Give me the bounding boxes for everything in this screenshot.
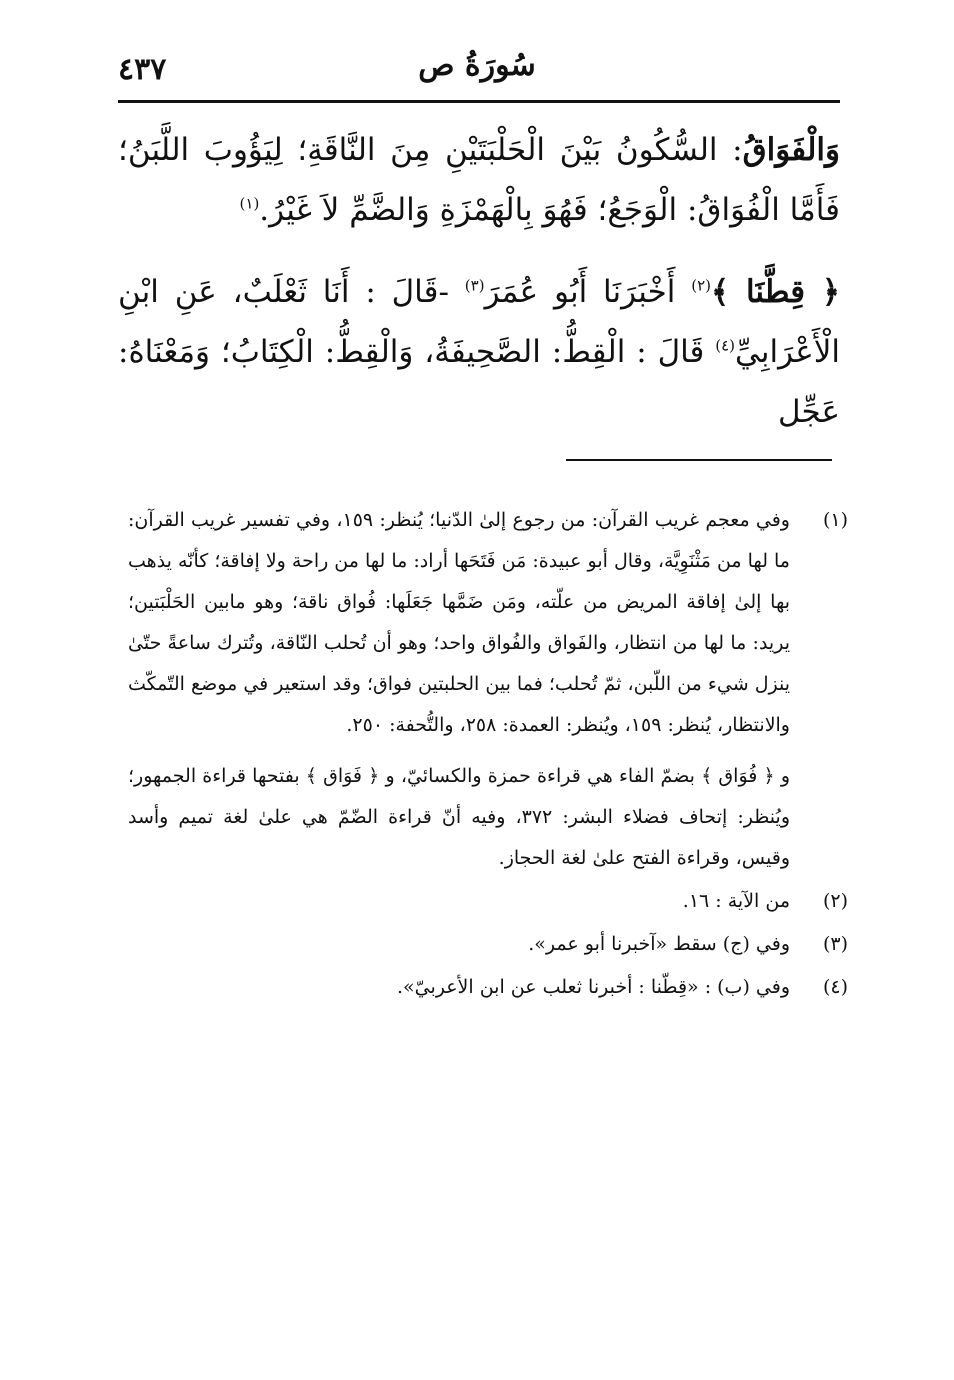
header-rule <box>118 100 840 103</box>
main-paragraph-1 <box>118 120 840 240</box>
footnote-ref-2: (٢) <box>691 276 712 295</box>
main-text <box>118 120 840 464</box>
footnote-paragraph: من الآية : ١٦. <box>682 890 790 912</box>
footnote-separator <box>566 459 832 461</box>
footnote-paragraph: وفي (ب) : «قِطّنا : أخبرنا ثعلب عن ابن الأعربيّ». <box>396 976 790 998</box>
footnote-body <box>128 924 790 965</box>
footnote-2 <box>128 881 848 922</box>
footnote-paragraph: وفي معجم غريب القرآن: من رجوع إلىٰ الدّنيا؛ يُنظر: ١٥٩، وفي تفسير غريب القرآن: ما لها من مَثْنَوِيَّة، وقال أبو عبيدة: مَن فَتَحَها أراد: ما لها من راحة ولا إفاقة؛ كأنّه يذهب بها إلىٰ إفاقة المريض من علّته، ومَن ضَمَّها جَعَلَها: فُواق ناقة؛ وهو مابين الحَلْبَتين؛ يريد: ما لها من انتظار، والفَواق والفُواق واحد؛ وهو أن تُحلب النّاقة، وتُترك ساعةً حتّىٰ ينزل شيء من اللّبن، ثمّ تُحلب؛ فما بين الحلبتين فواق؛ وقد استعير في موضع التّمكّث والانتظار، يُنظر: ١٥٩، ويُنظر: العمدة: ٢٥٨، والتُّحفة: ٢٥٠. <box>128 509 790 736</box>
footnote-paragraph: و ﴿ فُوَاق ﴾ بضمّ الفاء هي قراءة حمزة والكسائيّ، و ﴿ فَوَاق ﴾ بفتحها قراءة الجمهور؛ ويُنظر: إتحاف فضلاء البشر: ٣٧٢، وفيه أنّ قراءة الضّمّ هي علىٰ لغة تميم وأسد وقيس، وقراءة الفتح علىٰ لغة الحجاز. <box>128 765 791 869</box>
headword-qittana: ﴿ قِطَّنَا ﴾ <box>711 274 840 310</box>
footnote-number: (١) <box>822 509 848 531</box>
footnote-1 <box>128 500 848 879</box>
footnotes <box>128 500 848 1010</box>
footnote-3 <box>128 924 848 965</box>
footnote-ref-1: (١) <box>239 194 260 213</box>
headword-fawaq: وَالْفَوَاقُ <box>742 132 840 168</box>
footnote-number: (٢) <box>822 890 848 912</box>
main-paragraph-2 <box>118 262 840 442</box>
paragraph-1-text: : السُّكُونُ بَيْنَ الْحَلْبَتَيْنِ مِنَ النَّاقَةِ؛ لِيَؤُوبَ اللَّبَنُ؛ فَأَمَّا الْفُوَاقُ: الْوَجَعُ؛ فَهُوَ بِالْهَمْزَةِ وَالضَّمِّ لاَ غَيْرُ. <box>118 132 840 228</box>
footnote-body <box>128 500 790 879</box>
footnote-4 <box>128 967 848 1008</box>
paragraph-2-text-c: قَالَ : الْقِطُّ: الصَّحِيفَةُ، وَالْقِطُّ: الْكِتَابُ؛ وَمَعْنَاهُ: عَجِّل <box>118 334 840 430</box>
footnote-number: (٣) <box>822 933 848 955</box>
footnote-body <box>128 967 790 1008</box>
paragraph-2-text-a: أَخْبَرَنَا أَبُو عُمَرَ <box>484 274 692 310</box>
footnote-ref-4: (٤) <box>715 336 736 355</box>
page-number: ٤٣٧ <box>118 52 167 87</box>
footnote-number: (٤) <box>822 976 848 998</box>
footnote-body <box>128 881 790 922</box>
footnote-ref-3: (٣) <box>464 276 485 295</box>
running-title: سُورَةُ ص <box>418 48 536 83</box>
footnote-paragraph: وفي (ج) سقط «آخبرنا أبو عمر». <box>528 933 790 955</box>
paragraph-2-text-b: -قَالَ : أَنَا ثَعْلَبٌ، عَنِ ابْنِ الْأَعْرَابِيِّ <box>118 274 840 370</box>
